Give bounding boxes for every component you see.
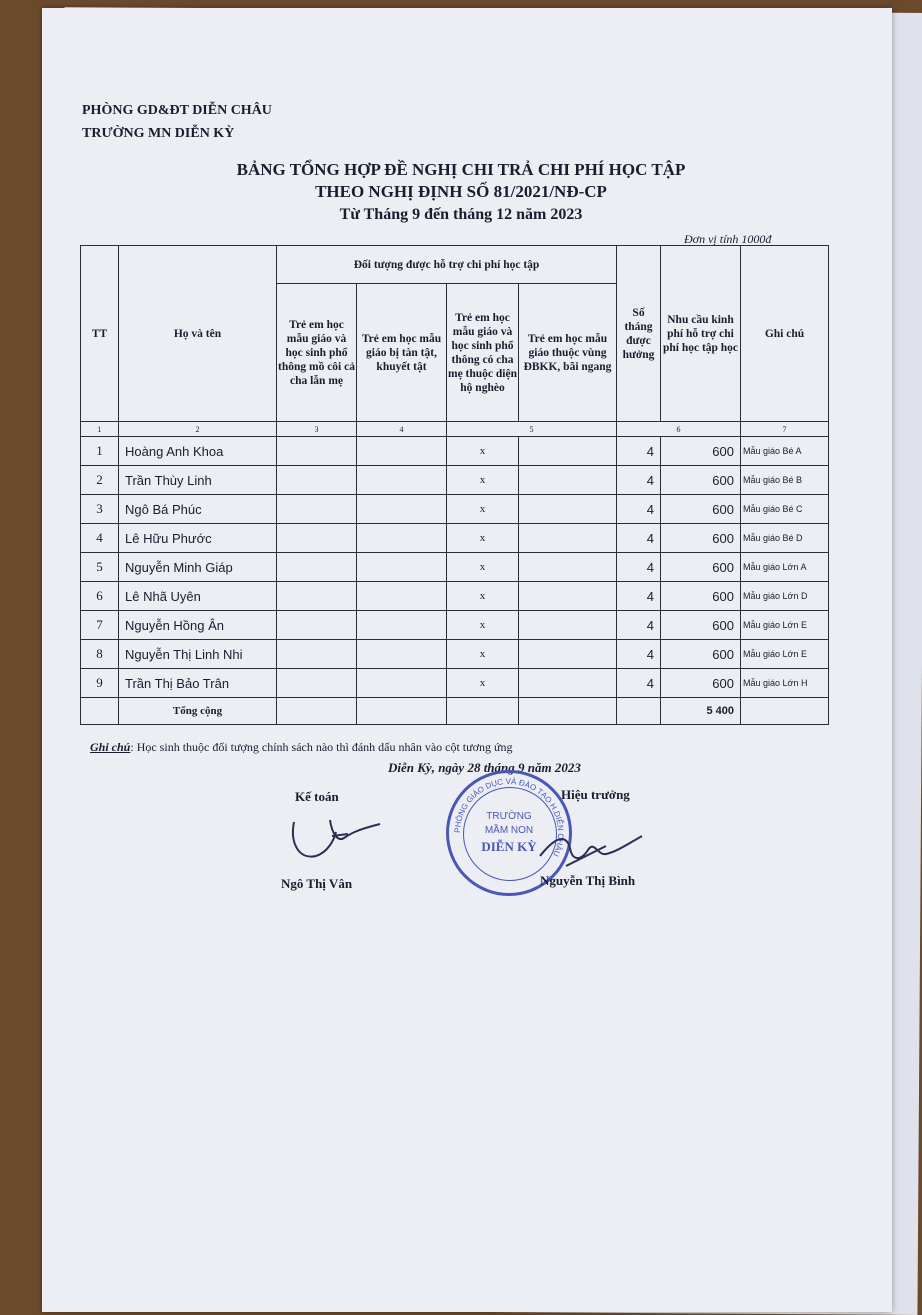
row-amount: 600 bbox=[661, 495, 741, 524]
unit-label: Đơn vị tính 1000đ bbox=[684, 232, 772, 246]
row-disabled bbox=[357, 466, 447, 495]
row-poor-mark: x bbox=[447, 640, 519, 669]
stamp-line3: DIỄN KỲ bbox=[481, 839, 537, 854]
row-poor-mark: x bbox=[447, 524, 519, 553]
principal-title: Hiệu trưởng bbox=[561, 787, 630, 802]
row-orphan bbox=[277, 524, 357, 553]
total-empty bbox=[357, 698, 447, 725]
header-name: Họ và tên bbox=[119, 246, 277, 422]
stamp-line2: MẦM NON bbox=[484, 825, 534, 836]
header-tt: TT bbox=[81, 246, 119, 422]
row-months: 4 bbox=[617, 437, 661, 466]
total-empty bbox=[617, 698, 661, 725]
row-disabled bbox=[357, 524, 447, 553]
row-note: Mẫu giáo Lớn E bbox=[741, 611, 829, 640]
row-difficult-area bbox=[519, 553, 617, 582]
department-name: PHÒNG GD&ĐT DIỄN CHÂU bbox=[82, 103, 272, 118]
row-name: Lê Hữu Phước bbox=[119, 524, 277, 553]
header-note: Ghi chú bbox=[741, 246, 829, 422]
row-months: 4 bbox=[617, 524, 661, 553]
column-index: 6 bbox=[617, 422, 741, 437]
header-support-group: Đối tượng được hỗ trợ chi phí học tập bbox=[277, 246, 617, 284]
header-poor-household: Trẻ em học mẫu giáo và học sinh phổ thông có cha mẹ thuộc diện hộ nghèo bbox=[447, 284, 519, 422]
row-tt: 8 bbox=[81, 640, 119, 669]
accountant-signature bbox=[286, 812, 386, 868]
row-difficult-area bbox=[519, 582, 617, 611]
row-disabled bbox=[357, 553, 447, 582]
row-orphan bbox=[277, 611, 357, 640]
table-row bbox=[81, 553, 829, 582]
row-amount: 600 bbox=[661, 640, 741, 669]
table-row bbox=[81, 669, 829, 698]
row-poor-mark: x bbox=[447, 553, 519, 582]
row-months: 4 bbox=[617, 611, 661, 640]
date-line: Diễn Kỳ, ngày 28 tháng 9 năm 2023 bbox=[388, 760, 581, 775]
row-poor-mark: x bbox=[447, 582, 519, 611]
header-months: Số tháng được hưởng bbox=[617, 246, 661, 422]
accountant-name: Ngô Thị Vân bbox=[281, 876, 353, 891]
row-tt: 4 bbox=[81, 524, 119, 553]
row-disabled bbox=[357, 640, 447, 669]
table-row bbox=[81, 640, 829, 669]
row-months: 4 bbox=[617, 466, 661, 495]
row-note: Mẫu giáo Bé D bbox=[741, 524, 829, 553]
total-label: Tổng cộng bbox=[119, 698, 277, 725]
column-index-row bbox=[81, 422, 829, 437]
school-name: TRƯỜNG MN DIỄN KỲ bbox=[82, 126, 235, 141]
row-months: 4 bbox=[617, 582, 661, 611]
row-amount: 600 bbox=[661, 466, 741, 495]
footnote-label: Ghi chú bbox=[90, 740, 131, 754]
row-difficult-area bbox=[519, 524, 617, 553]
row-tt: 1 bbox=[81, 437, 119, 466]
document-subtitle: THEO NGHỊ ĐỊNH SỐ 81/2021/NĐ-CP bbox=[315, 182, 607, 201]
row-disabled bbox=[357, 437, 447, 466]
total-empty bbox=[741, 698, 829, 725]
row-difficult-area bbox=[519, 437, 617, 466]
column-index: 5 bbox=[447, 422, 617, 437]
row-note: Mẫu giáo Lớn H bbox=[741, 669, 829, 698]
total-empty bbox=[447, 698, 519, 725]
document-period: Từ Tháng 9 đến tháng 12 năm 2023 bbox=[339, 206, 583, 223]
table-row bbox=[81, 611, 829, 640]
row-orphan bbox=[277, 495, 357, 524]
support-table bbox=[80, 245, 829, 725]
accountant-title: Kế toán bbox=[295, 789, 339, 804]
row-tt: 2 bbox=[81, 466, 119, 495]
row-poor-mark: x bbox=[447, 466, 519, 495]
row-tt: 9 bbox=[81, 669, 119, 698]
table-row bbox=[81, 524, 829, 553]
row-poor-mark: x bbox=[447, 437, 519, 466]
row-name: Trần Thị Bảo Trân bbox=[119, 669, 277, 698]
total-row bbox=[81, 698, 829, 725]
column-index: 4 bbox=[357, 422, 447, 437]
table-row bbox=[81, 437, 829, 466]
row-amount: 600 bbox=[661, 437, 741, 466]
table-row bbox=[81, 582, 829, 611]
row-disabled bbox=[357, 669, 447, 698]
footnote-text: : Học sinh thuộc đối tượng chính sách nào thì đánh dấu nhân vào cột tương ứng bbox=[130, 740, 513, 754]
row-name: Nguyễn Thị Linh Nhi bbox=[119, 640, 277, 669]
row-poor-mark: x bbox=[447, 495, 519, 524]
row-disabled bbox=[357, 495, 447, 524]
row-note: Mẫu giáo Lớn D bbox=[741, 582, 829, 611]
row-amount: 600 bbox=[661, 582, 741, 611]
column-index: 2 bbox=[119, 422, 277, 437]
principal-name: Nguyễn Thị Bình bbox=[540, 873, 636, 888]
row-orphan bbox=[277, 582, 357, 611]
row-poor-mark: x bbox=[447, 669, 519, 698]
total-empty bbox=[277, 698, 357, 725]
row-name: Ngô Bá Phúc bbox=[119, 495, 277, 524]
row-name: Nguyễn Minh Giáp bbox=[119, 553, 277, 582]
document-title: BẢNG TỔNG HỢP ĐỀ NGHỊ CHI TRẢ CHI PHÍ HỌC TẬP bbox=[236, 160, 686, 179]
footnote bbox=[90, 740, 513, 755]
table-row bbox=[81, 466, 829, 495]
principal-signature bbox=[536, 826, 646, 876]
row-disabled bbox=[357, 611, 447, 640]
row-amount: 600 bbox=[661, 524, 741, 553]
row-difficult-area bbox=[519, 466, 617, 495]
row-tt: 6 bbox=[81, 582, 119, 611]
stamp-line1: TRƯỜNG bbox=[486, 811, 532, 822]
table-row bbox=[81, 495, 829, 524]
row-difficult-area bbox=[519, 669, 617, 698]
row-amount: 600 bbox=[661, 553, 741, 582]
row-amount: 600 bbox=[661, 611, 741, 640]
header-need: Nhu cầu kinh phí hỗ trợ chi phí học tập học bbox=[661, 246, 741, 422]
header-disabled: Trẻ em học mẫu giáo bị tàn tật, khuyết tật bbox=[357, 284, 447, 422]
row-difficult-area bbox=[519, 640, 617, 669]
svg-text:PHÒNG GIÁO DỤC VÀ ĐÀO TẠO H.DI: PHÒNG GIÁO DỤC VÀ ĐÀO TẠO H.DIỄN CHÂU bbox=[452, 776, 566, 858]
row-note: Mẫu giáo Lớn A bbox=[741, 553, 829, 582]
row-note: Mẫu giáo Bé C bbox=[741, 495, 829, 524]
row-poor-mark: x bbox=[447, 611, 519, 640]
row-months: 4 bbox=[617, 669, 661, 698]
row-note: Mẫu giáo Lớn E bbox=[741, 640, 829, 669]
row-name: Nguyễn Hồng Ân bbox=[119, 611, 277, 640]
row-months: 4 bbox=[617, 495, 661, 524]
row-note: Mẫu giáo Bé B bbox=[741, 466, 829, 495]
header-difficult-area: Trẻ em học mẫu giáo thuộc vùng ĐBKK, bãi ngang bbox=[519, 284, 617, 422]
row-tt: 5 bbox=[81, 553, 119, 582]
row-note: Mẫu giáo Bé A bbox=[741, 437, 829, 466]
row-orphan bbox=[277, 437, 357, 466]
column-index: 7 bbox=[741, 422, 829, 437]
row-months: 4 bbox=[617, 640, 661, 669]
total-value: 5 400 bbox=[661, 698, 741, 725]
row-amount: 600 bbox=[661, 669, 741, 698]
header-orphan: Trẻ em học mẫu giáo và học sinh phổ thông mồ côi cả cha lẫn mẹ bbox=[277, 284, 357, 422]
row-orphan bbox=[277, 553, 357, 582]
row-difficult-area bbox=[519, 495, 617, 524]
row-orphan bbox=[277, 640, 357, 669]
row-name: Lê Nhã Uyên bbox=[119, 582, 277, 611]
row-orphan bbox=[277, 669, 357, 698]
total-empty bbox=[519, 698, 617, 725]
row-disabled bbox=[357, 582, 447, 611]
row-name: Trần Thùy Linh bbox=[119, 466, 277, 495]
column-index: 1 bbox=[81, 422, 119, 437]
row-tt: 3 bbox=[81, 495, 119, 524]
row-orphan bbox=[277, 466, 357, 495]
column-index: 3 bbox=[277, 422, 357, 437]
row-name: Hoàng Anh Khoa bbox=[119, 437, 277, 466]
row-difficult-area bbox=[519, 611, 617, 640]
total-empty bbox=[81, 698, 119, 725]
row-months: 4 bbox=[617, 553, 661, 582]
row-tt: 7 bbox=[81, 611, 119, 640]
